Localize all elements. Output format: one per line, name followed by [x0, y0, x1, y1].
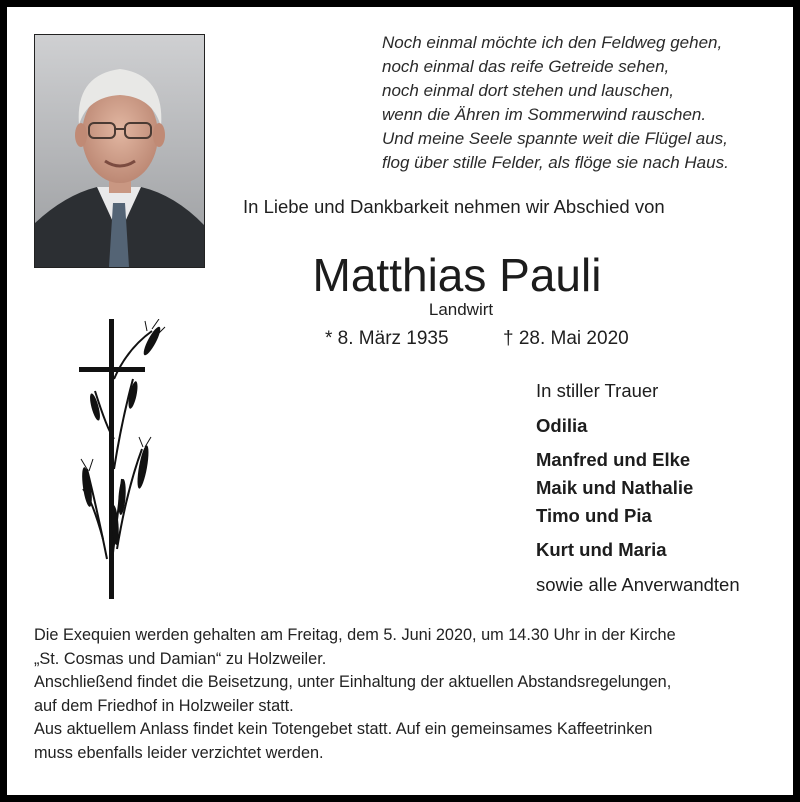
- deceased-name: Matthias Pauli: [312, 249, 602, 301]
- notice-line: „St. Cosmas und Damian“ zu Holzweiler.: [34, 649, 327, 668]
- poem-line: Noch einmal möchte ich den Feldweg gehen,: [382, 33, 723, 52]
- death-date: † 28. Mai 2020: [503, 328, 629, 349]
- deceased-occupation: Landwirt: [428, 300, 494, 319]
- mourners-closing: sowie alle Anverwandten: [536, 574, 740, 595]
- poem-line: wenn die Ähren im Sommerwind rauschen.: [382, 105, 707, 124]
- birth-date: * 8. März 1935: [325, 328, 449, 349]
- mourner-name: Odilia: [536, 415, 588, 436]
- notice-line: muss ebenfalls leider verzichtet werden.: [34, 743, 324, 762]
- poem-line: flog über stille Felder, als flöge sie nach Haus.: [382, 153, 729, 172]
- mourning-intro: In stiller Trauer: [536, 380, 659, 401]
- notice-line: Die Exequien werden gehalten am Freitag, dem 5. Juni 2020, um 14.30 Uhr in der Kirche: [34, 626, 676, 644]
- poem-line: Und meine Seele spannte weit die Flügel aus,: [382, 129, 728, 148]
- mourner-name: Manfred und Elke: [536, 449, 691, 470]
- memorial-poem: [382, 31, 777, 175]
- mourner-name: Timo und Pia: [536, 505, 652, 526]
- obituary-notice: [7, 7, 793, 795]
- notice-line: Aus aktuellem Anlass findet kein Totengebet statt. Auf ein gemeinsames Kaffeetrinken: [34, 720, 653, 739]
- portrait-image: [35, 35, 204, 267]
- farewell-intro: In Liebe und Dankbarkeit nehmen wir Abschied von: [243, 196, 665, 217]
- cross-with-wheat-icon: [67, 319, 177, 601]
- mourner-name: Maik und Nathalie: [536, 477, 694, 498]
- portrait-photo: [34, 34, 205, 268]
- notice-line: Anschließend findet die Beisetzung, unter Einhaltung der aktuellen Abstandsregelungen,: [34, 673, 672, 692]
- funeral-notice: [34, 624, 768, 766]
- poem-line: noch einmal das reife Getreide sehen,: [382, 57, 670, 76]
- mourner-name: Kurt und Maria: [536, 539, 667, 560]
- poem-line: noch einmal dort stehen und lauschen,: [382, 81, 675, 100]
- notice-line: auf dem Friedhof in Holzweiler statt.: [34, 696, 294, 715]
